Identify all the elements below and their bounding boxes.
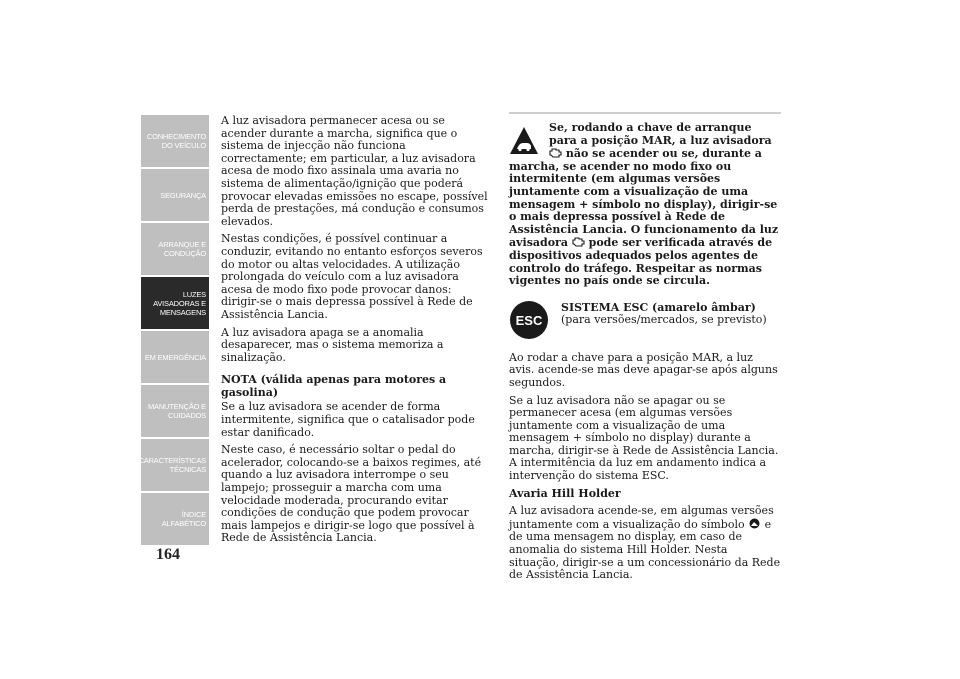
esc-section-header — [509, 300, 781, 340]
paragraph: Ao rodar a chave para a posição MAR, a luz avis. acende-se mas deve apagar-se após alguns segundos. — [509, 350, 778, 389]
hill-holder-heading: Avaria Hill Holder — [509, 486, 621, 500]
esc-title: SISTEMA ESC (amarelo âmbar) — [561, 300, 756, 314]
warning-text-part: pode ser verificada através de dispositivos adequados pelos agentes de controlo do tráfego. Respeitar as normas vigentes no país onde se circula. — [509, 236, 773, 288]
paragraph: Nestas condições, é possível continuar a conduzir, evitando no entanto esforços severos do motor ou altas velocidades. A utilização prolongada do veículo com a luz avisadora acesa de modo fixo pode provocar danos: dirigir-se o mais depressa possível à Rede de Assistência Lancia. — [221, 232, 483, 321]
note-heading: NOTA (válida apenas para motores a gasolina) — [221, 373, 447, 399]
paragraph: A luz avisadora permanecer acesa ou se acender durante a marcha, significa que o sistema de injecção não funciona correctamente; em particular, a luz avisadora acesa de modo fixo assinala uma avaria no sistema de alimentação/ignição que poderá provocar elevadas emissões no escape, possível perda de prestações, má condução e consumos elevados. — [221, 114, 488, 228]
esc-subtitle: (para versões/mercados, se previsto) — [561, 313, 767, 327]
nav-luzes-avisadoras-e-mensagens[interactable]: LUZES AVISADORAS E MENSAGENS — [141, 277, 209, 329]
hill-holder-icon — [748, 518, 761, 529]
paragraph: Se a luz avisadora se acender de forma intermitente, significa que o catalisador pode estar danificado. — [221, 400, 475, 439]
paragraph: Se a luz avisadora não se apagar ou se permanecer acesa (em algumas versões juntamente com a visualização de uma mensagem + símbolo no display) durante a marcha, dirigir-se à Rede de Assistência Lancia. A intermitência da luz em andamento indica a intervenção do sistema ESC. — [509, 393, 779, 483]
nav-indice-alfabetico[interactable]: ÍNDICE ALFABÉTICO — [141, 493, 209, 545]
warning-triangle-icon — [509, 126, 539, 156]
nav-arranque-e-conducao[interactable]: ARRANQUE E CONDUÇÃO — [141, 223, 209, 275]
hill-text-part: e de uma mensagem no display, em caso de anomalia do sistema Hill Holder. Nesta situação, dirigir-se a um concessionário da Rede de Assistência Lancia. — [509, 517, 781, 582]
paragraph — [509, 505, 781, 582]
nav-caracteristicas-tecnicas[interactable]: CARACTERÍSTICAS TÉCNICAS — [141, 439, 209, 491]
nav-em-emergencia[interactable]: EM EMERGÊNCIA — [141, 331, 209, 383]
page-number: 164 — [156, 546, 180, 563]
warning-box — [509, 122, 781, 288]
nav-seguranca[interactable]: SEGURANÇA — [141, 169, 209, 221]
paragraph: Neste caso, é necessário soltar o pedal do acelerador, colocando-se a baixos regimes, até quando a luz avisadora interrompe o seu lampejo; prosseguir a marcha com uma velocidade moderada, procurando evitar condições de condução que podem provocar mais lampejos e dirigir-se logo que possível à Rede de Assistência Lancia. — [221, 443, 482, 545]
nav-manutencao-e-cuidados[interactable]: MANUTENÇÃO E CUIDADOS — [141, 385, 209, 437]
paragraph: A luz avisadora apaga se a anomalia desaparecer, mas o sistema memoriza a sinalização. — [221, 325, 444, 364]
right-column — [509, 112, 781, 587]
esc-icon-label: ESC — [515, 312, 543, 328]
nav-conhecimento-do-veiculo[interactable]: CONHECIMENTO DO VEÍCULO — [141, 115, 209, 167]
section-divider — [509, 112, 781, 114]
engine-warning-icon — [572, 236, 585, 247]
engine-warning-icon — [549, 147, 562, 158]
warning-text-part: não se acender ou se, durante a marcha, se acender no modo fixo ou intermitente (em algumas versões juntamente com a visualização de uma mensagem + símbolo no display), dirigir-se o mais depressa possível à Rede de Assistência Lancia. O funcionamento da luz avisadora — [509, 147, 779, 250]
chapter-sidebar — [138, 115, 209, 547]
esc-icon — [509, 300, 549, 340]
left-column — [221, 115, 493, 550]
hill-text-part: A luz avisadora acende-se, em algumas versões juntamente com a visualização do símbolo — [509, 504, 774, 531]
warning-text-part: Se, rodando a chave de arranque para a posição MAR, a luz avisadora — [549, 121, 772, 147]
